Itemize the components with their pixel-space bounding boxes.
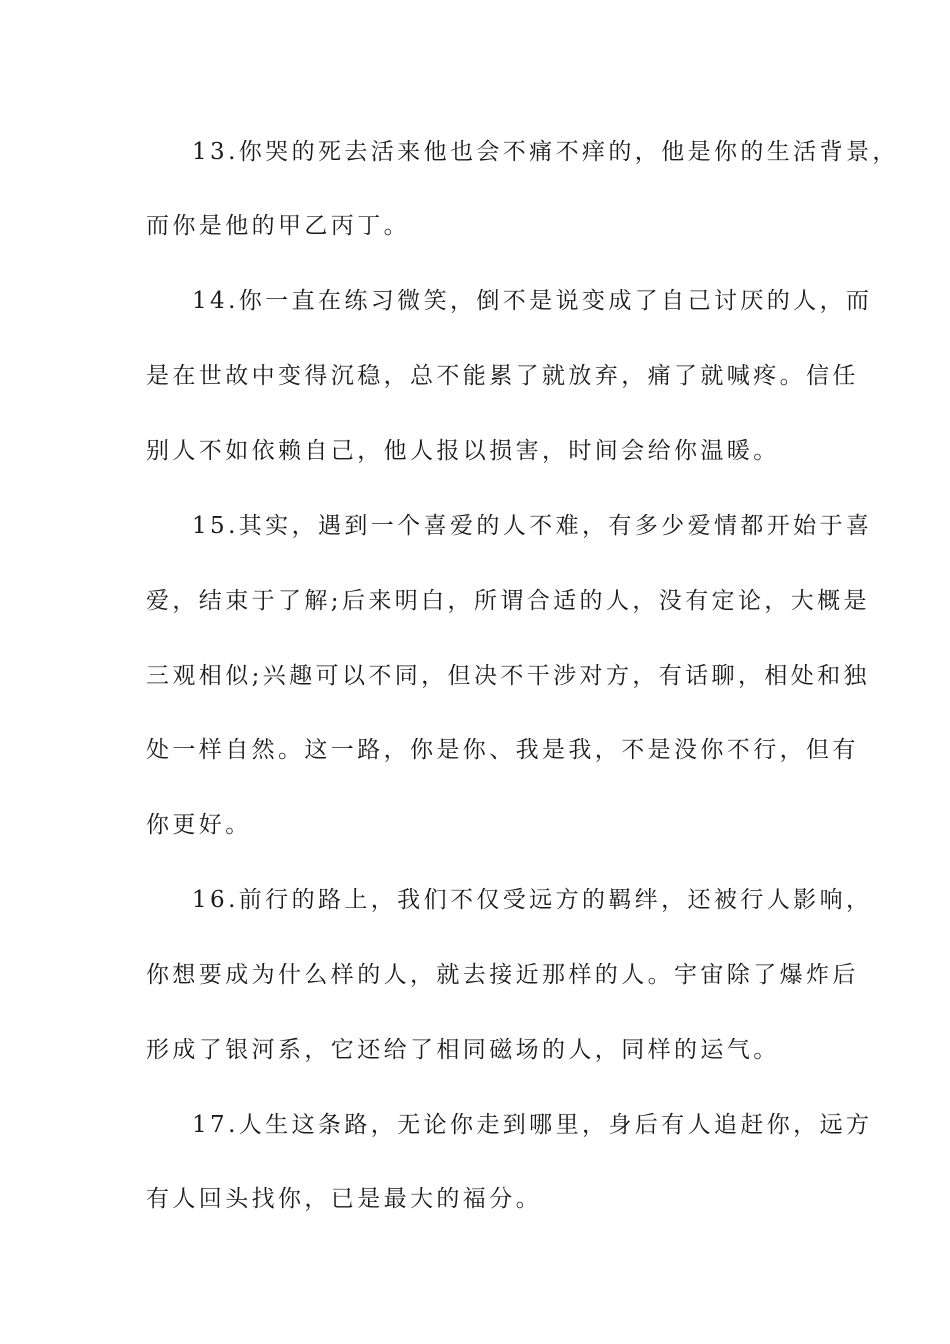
paragraph-15-line-3: 三观相似;兴趣可以不同，但决不干涉对方，有话聊，相处和独	[146, 663, 870, 689]
paragraph-14-line-3: 别人不如依赖自己，他人报以损害，时间会给你温暖。	[146, 438, 780, 464]
paragraph-15-line-2: 爱，结束于了解;后来明白，所谓合适的人，没有定论，大概是	[146, 588, 870, 614]
paragraph-16-line-3: 形成了银河系，它还给了相同磁场的人，同样的运气。	[146, 1037, 780, 1063]
paragraph-15-line-5: 你更好。	[146, 812, 252, 838]
paragraph-14-line-2: 是在世故中变得沉稳，总不能累了就放弃，痛了就喊疼。信任	[146, 363, 859, 389]
paragraph-13-line-1: 13.你哭的死去活来他也会不痛不痒的，他是你的生活背景，	[192, 139, 899, 165]
paragraph-14-line-1: 14.你一直在练习微笑，倒不是说变成了自己讨厌的人，而	[192, 288, 873, 314]
paragraph-16-line-2: 你想要成为什么样的人，就去接近那样的人。宇宙除了爆炸后	[146, 962, 859, 988]
paragraph-17-line-2: 有人回头找你，已是最大的福分。	[146, 1186, 542, 1212]
paragraph-16-line-1: 16.前行的路上，我们不仅受远方的羁绊，还被行人影响，	[192, 887, 873, 913]
paragraph-15-line-4: 处一样自然。这一路，你是你、我是我，不是没你不行，但有	[146, 737, 859, 763]
paragraph-13-line-2: 而你是他的甲乙丙丁。	[146, 213, 410, 239]
paragraph-15-line-1: 15.其实，遇到一个喜爱的人不难，有多少爱情都开始于喜	[192, 513, 873, 539]
paragraph-17-line-1: 17.人生这条路，无论你走到哪里，身后有人追赶你，远方	[192, 1112, 873, 1138]
